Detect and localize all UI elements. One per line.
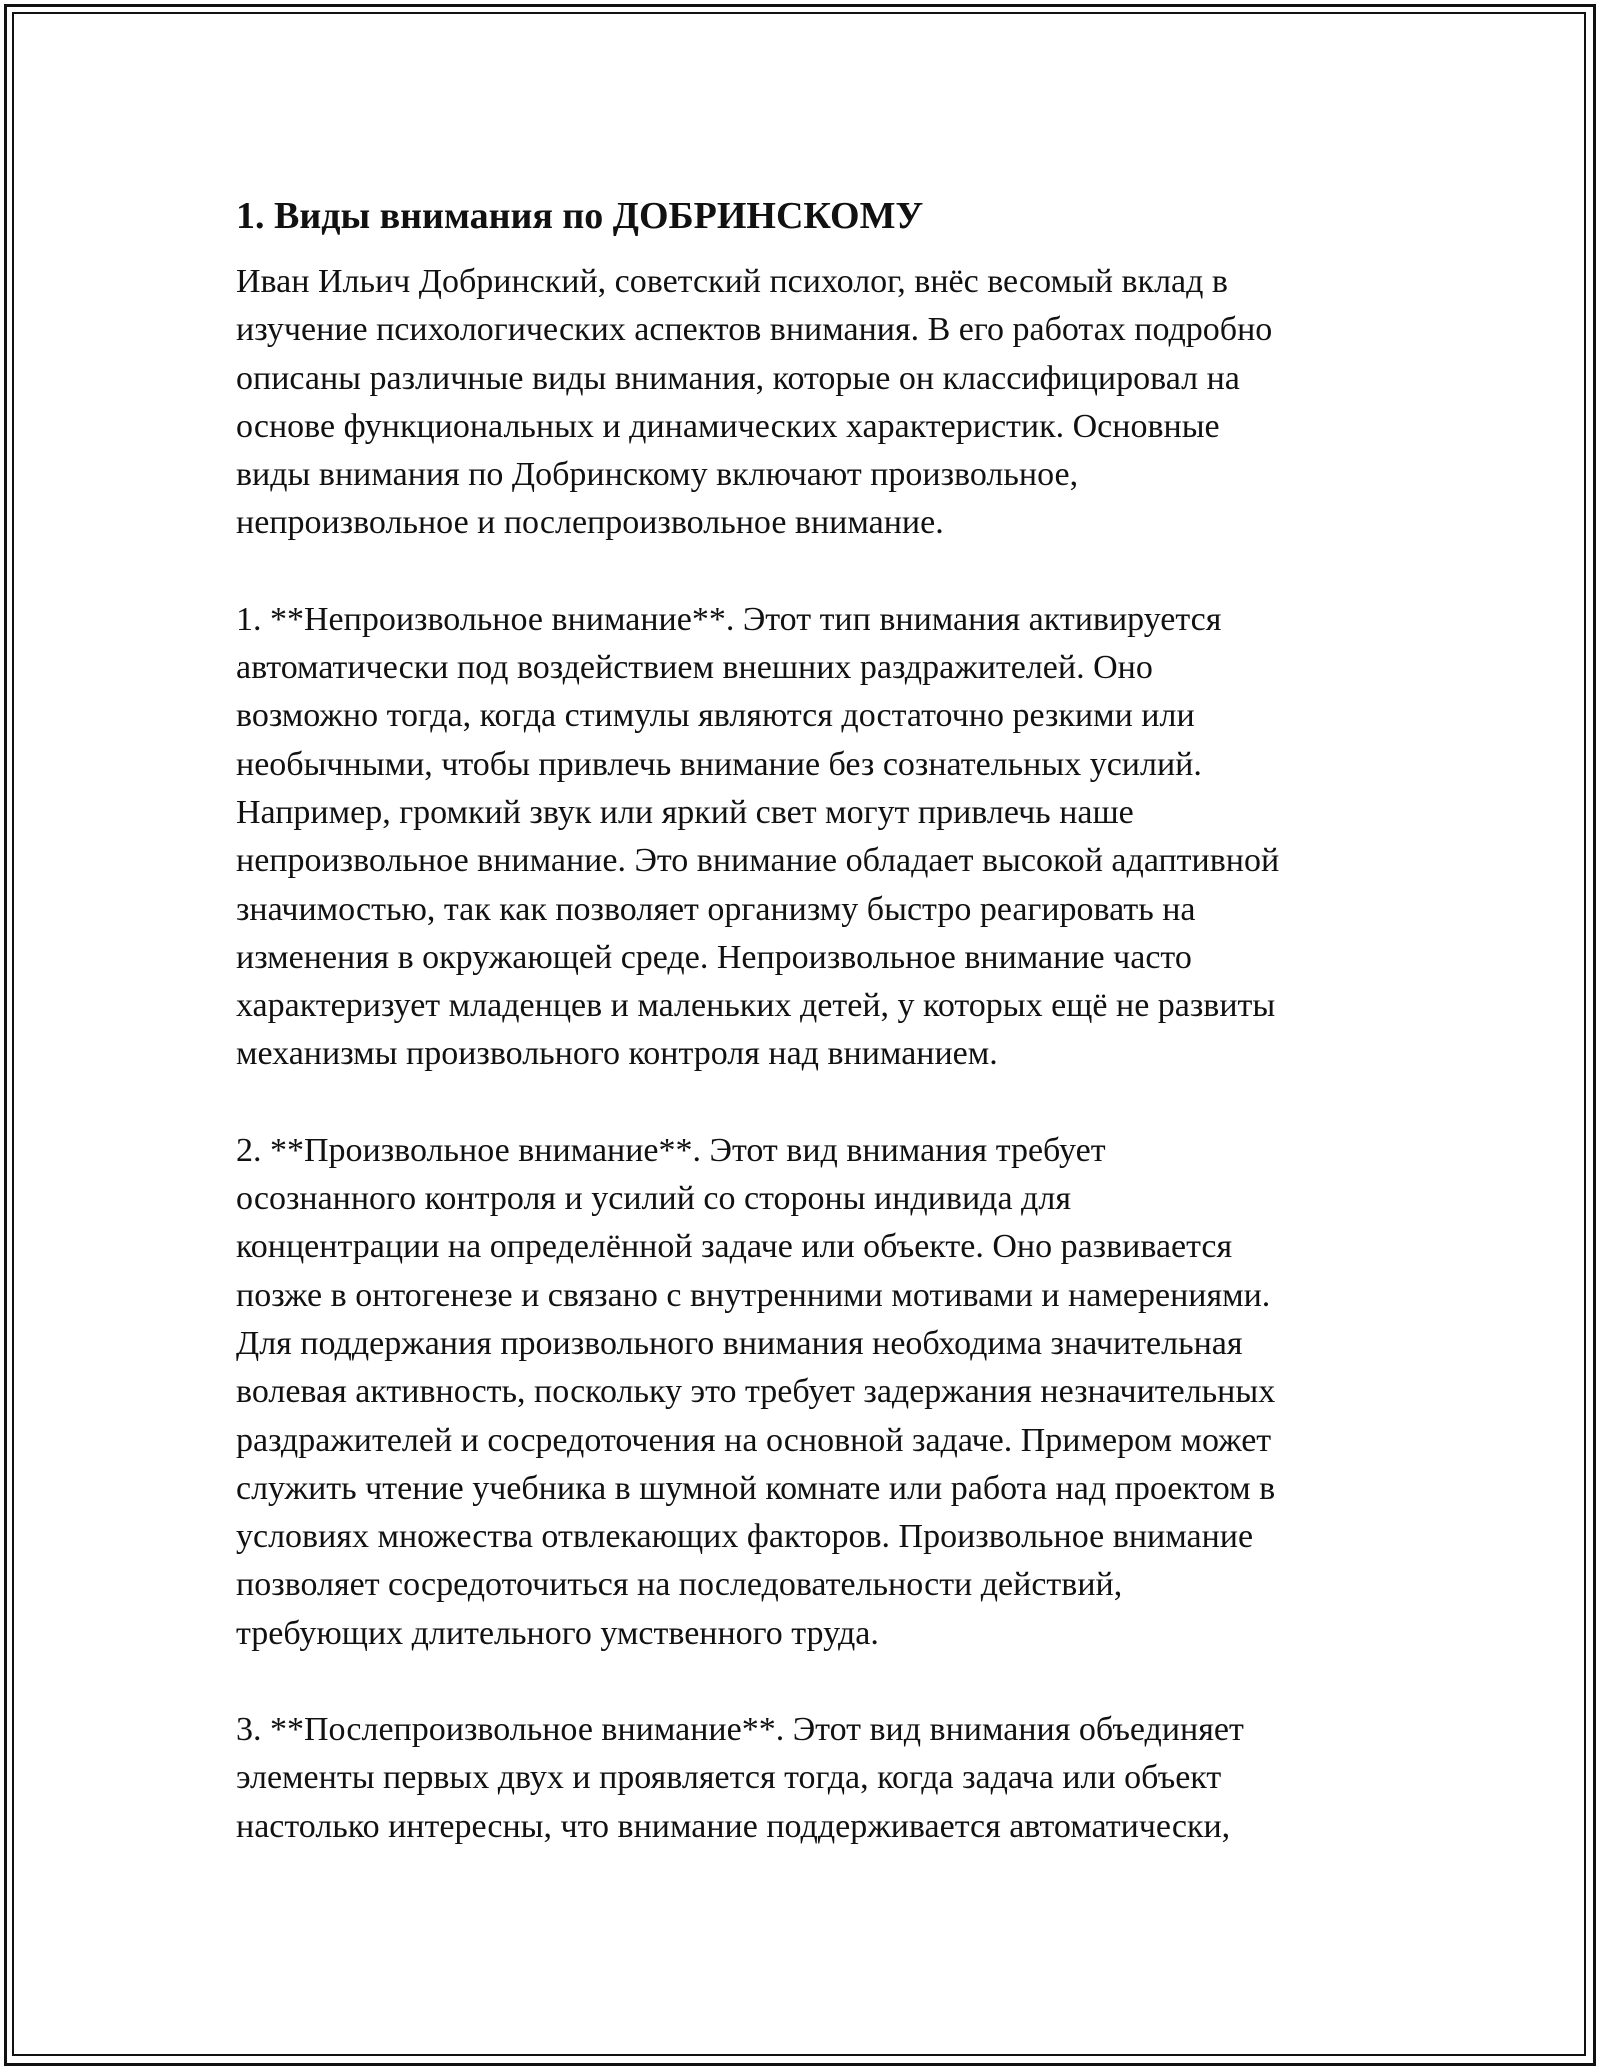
paragraph-line: основе функциональных и динамических характеристик. Основные: [236, 407, 1220, 445]
paragraph-line: настолько интересны, что внимание поддерживается автоматически,: [236, 1807, 1231, 1845]
document-page: [236, 192, 1386, 1899]
section-heading: 1. Виды внимания по ДОБРИНСКОМУ: [236, 195, 924, 237]
voluntary-attention-paragraph: [236, 1127, 1386, 1658]
paragraph-line: Иван Ильич Добринский, советский психолог, внёс весомый вклад в: [236, 263, 1228, 300]
paragraph-line: служить чтение учебника в шумной комнате или работа над проектом в: [236, 1469, 1276, 1507]
paragraph-line: волевая активность, поскольку это требует задержания незначительных: [236, 1373, 1276, 1411]
paragraph-line: механизмы произвольного контроля над вниманием.: [236, 1035, 998, 1073]
paragraph-line: возможно тогда, когда стимулы являются достаточно резкими или: [236, 697, 1195, 735]
paragraph-line: условиях множества отвлекающих факторов. Произвольное внимание: [236, 1518, 1254, 1556]
paragraph-line: значимостью, так как позволяет организму быстро реагировать на: [236, 890, 1196, 928]
involuntary-attention-paragraph: [236, 596, 1386, 1079]
post-voluntary-attention-paragraph: [236, 1706, 1386, 1851]
paragraph-line: требующих длительного умственного труда.: [236, 1614, 879, 1652]
paragraph-line: описаны различные виды внимания, которые он классифицировал на: [236, 359, 1240, 397]
paragraph-line: изменения в окружающей среде. Непроизвольное внимание часто: [236, 938, 1192, 976]
paragraph-line: раздражителей и сосредоточения на основной задаче. Примером может: [236, 1421, 1272, 1459]
paragraph-line: элементы первых двух и проявляется тогда, когда задача или объект: [236, 1759, 1222, 1797]
paragraph-line: 1. **Непроизвольное внимание**. Этот тип внимания активируется: [236, 600, 1222, 638]
paragraph-line: характеризует младенцев и маленьких детей, у которых ещё не развиты: [236, 987, 1276, 1025]
paragraph-line: 2. **Произвольное внимание**. Этот вид внимания требует: [236, 1131, 1106, 1169]
paragraph-line: непроизвольное внимание. Это внимание обладает высокой адаптивной: [236, 842, 1280, 880]
paragraph-line: непроизвольное и послепроизвольное внимание.: [236, 504, 944, 542]
paragraph-line: необычными, чтобы привлечь внимание без сознательных усилий.: [236, 745, 1202, 783]
paragraph-line: изучение психологических аспектов внимания. В его работах подробно: [236, 311, 1273, 349]
paragraph-line: осознанного контроля и усилий со стороны индивида для: [236, 1180, 1071, 1218]
paragraph-line: виды внимания по Добринскому включают произвольное,: [236, 456, 1079, 494]
paragraph-line: Например, громкий звук или яркий свет могут привлечь наше: [236, 793, 1134, 831]
paragraph-line: Для поддержания произвольного внимания необходима значительная: [236, 1324, 1243, 1362]
paragraph-line: концентрации на определённой задаче или объекте. Оно развивается: [236, 1228, 1233, 1266]
paragraph-line: позже в онтогенезе и связано с внутренними мотивами и намерениями.: [236, 1276, 1271, 1314]
intro-paragraph: [236, 258, 1386, 548]
paragraph-line: 3. **Послепроизвольное внимание**. Этот вид внимания объединяет: [236, 1711, 1244, 1749]
paragraph-line: позволяет сосредоточиться на последовательности действий,: [236, 1566, 1123, 1604]
paragraph-line: автоматически под воздействием внешних раздражителей. Оно: [236, 649, 1153, 687]
